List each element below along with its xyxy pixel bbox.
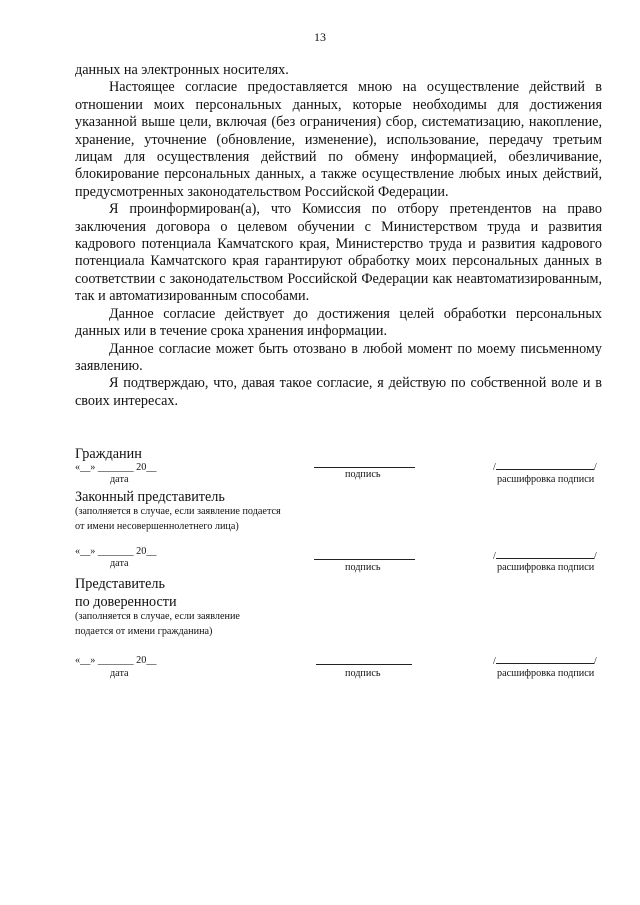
- citizen-decoding-line[interactable]: [493, 460, 597, 473]
- paragraph-confirmation: Я подтверждаю, что, давая такое согласие, я действую по собственной воле и в своих интересах.: [75, 375, 602, 409]
- citizen-date-line[interactable]: «__» _______ 20__: [75, 462, 157, 473]
- legal-rep-signature-line[interactable]: [314, 559, 415, 560]
- paragraph-revocation: Данное согласие может быть отозвано в любой момент по моему письменному заявлению.: [75, 340, 602, 374]
- citizen-decoding-caption: расшифровка подписи: [497, 474, 595, 485]
- legal-rep-date-caption: дата: [110, 558, 129, 569]
- legal-rep-decoding-caption: расшифровка подписи: [497, 562, 595, 573]
- paragraph-validity: Данное согласие действует до достижения целей обработки персональных данных или в течение срока хранения информации.: [75, 305, 602, 340]
- paragraph-scope: Настоящее согласие предоставляется мною на осуществление действий в отношении моих персональных данных, которые необходимы для достижения указанной выше цели, включая (без ограничения) сбор, систематизацию, накопление, хранение, уточнение (обновление, изменение), использование, передачу третьим лицам для осуществления действий по обмену информацией, обезличивание, блокирование персональных данных, а также осуществление любых иных действий, предусмотренных законодательством Российской Федерации.: [75, 79, 602, 200]
- legal-rep-title: Законный представитель: [75, 489, 225, 505]
- proxy-rep-date-caption: дата: [110, 668, 129, 679]
- proxy-rep-date-line[interactable]: «__» _______ 20__: [75, 655, 157, 666]
- proxy-rep-title-line1: Представитель: [75, 576, 165, 592]
- decode-slash-open: /: [493, 551, 496, 562]
- proxy-rep-decoding-line[interactable]: [493, 654, 597, 667]
- decode-slash-close: /: [593, 551, 597, 562]
- decode-slash-open: /: [493, 462, 496, 473]
- paragraph-continuation: данных на электронных носителях.: [75, 62, 289, 78]
- decode-slash-close: /: [593, 462, 597, 473]
- legal-rep-decoding-line[interactable]: [493, 549, 597, 562]
- citizen-signature-line[interactable]: [314, 467, 415, 468]
- proxy-rep-signature-caption: подпись: [345, 668, 381, 679]
- citizen-title: Гражданин: [75, 446, 142, 462]
- paragraph-informed: Я проинформирован(а), что Комиссия по отбору претендентов на право заключения договора о целевом обучении с Министерством труда и развития кадрового потенциала Камчатского края, Министерство труда и развития кадрового потенциала Камчатского края гарантируют обработку моих персональных данных в соответствии с законодательством Российской Федерации как неавтоматизированным, так и автоматизированным способами.: [75, 201, 602, 305]
- citizen-signature-caption: подпись: [345, 469, 381, 480]
- citizen-date-caption: дата: [110, 474, 129, 485]
- decode-slash-open: /: [493, 656, 496, 667]
- legal-rep-date-line[interactable]: «__» _______ 20__: [75, 546, 157, 557]
- decode-slash-close: /: [593, 656, 597, 667]
- proxy-rep-title-line2: по доверенности: [75, 594, 177, 610]
- proxy-rep-note: (заполняется в случае, если заявление подается от имени гражданина): [75, 611, 240, 637]
- legal-rep-signature-caption: подпись: [345, 562, 381, 573]
- proxy-rep-decoding-caption: расшифровка подписи: [497, 668, 595, 679]
- consent-text: [75, 62, 602, 410]
- legal-rep-note: (заполняется в случае, если заявление подается от имени несовершеннолетнего лица): [75, 506, 281, 532]
- page-number: 13: [314, 30, 326, 44]
- proxy-rep-signature-line[interactable]: [316, 664, 412, 665]
